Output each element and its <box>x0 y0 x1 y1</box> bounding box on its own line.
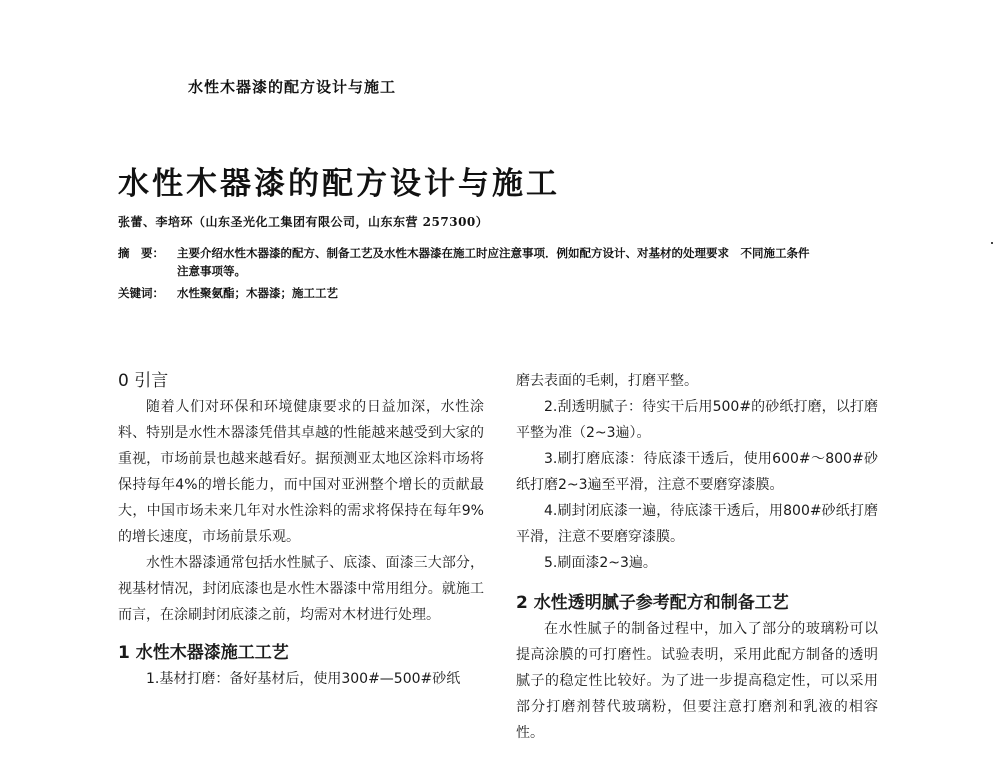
step-4: 4.刷封闭底漆一遍，待底漆干透后，用800#砂纸打磨平滑，注意不要磨穿漆膜。 <box>516 503 878 545</box>
right-column <box>516 368 878 746</box>
step-2: 2.刮透明腻子：待实干后用500#的砂纸打磨，以打磨平整为准（2~3遍）。 <box>516 399 878 441</box>
section-0-heading: 0 引言 <box>118 371 169 391</box>
continued-line: 磨去表面的毛刺，打磨平整。 <box>516 373 698 389</box>
spacer <box>118 628 484 640</box>
section-2-paragraph-1: 在水性腻子的制备过程中，加入了部分的玻璃粉可以提高涂膜的可打磨性。试验表明，采用此配方制备的透明腻子的稳定性比较好。为了进一步提高稳定性，可以采用部分打磨剂替代玻璃粉，但要注意打磨剂和乳液的相容性。 <box>516 621 878 741</box>
section-0-paragraph-1: 随着人们对环保和环境健康要求的日益加深，水性涂料、特别是水性木器漆凭借其卓越的性能越来越受到大家的重视，市场前景也越来越看好。据预测亚太地区涂料市场将保持每年4%的增长能力，而中国对亚洲整个增长的贡献最大，中国市场未来几年对水性涂料的需求将保持在每年9%的增长速度，市场前景乐观。 <box>118 399 484 545</box>
abstract-text: 主要介绍水性木器漆的配方、制备工艺及水性木器漆在施工时应注意事项．例如配方设计、对基材的处理要求 不同施工条件注意事项等。 <box>177 246 810 278</box>
section-1-heading: 1 水性木器漆施工工艺 <box>118 643 289 663</box>
article-title: 水性木器漆的配方设计与施工 <box>118 166 560 202</box>
step-3: 3.刷打磨底漆：待底漆干透后，使用600#～800#砂纸打磨2~3遍至平滑，注意不要磨穿漆膜。 <box>516 451 878 493</box>
spacer <box>516 576 878 590</box>
scan-speck <box>991 242 993 244</box>
author-affiliation: 张蕾、李培环（山东圣光化工集团有限公司，山东东营 257300） <box>118 215 489 229</box>
keywords-label: 关键词： <box>118 286 164 300</box>
section-2-heading: 2 水性透明腻子参考配方和制备工艺 <box>516 593 789 613</box>
abstract-label: 摘 要： <box>118 246 164 260</box>
running-header: 水性木器漆的配方设计与施工 <box>188 78 397 96</box>
step-5: 5.刷面漆2~3遍。 <box>544 555 657 571</box>
left-column <box>118 368 484 692</box>
section-1-step-1: 1.基材打磨：备好基材后，使用300#—500#砂纸 <box>146 671 461 687</box>
section-0-paragraph-2: 水性木器漆通常包括水性腻子、底漆、面漆三大部分，视基材情况，封闭底漆也是水性木器漆中常用组分。就施工而言，在涂刷封闭底漆之前，均需对木材进行处理。 <box>118 555 484 623</box>
keywords-text: 水性聚氨酯；木器漆；施工工艺 <box>177 286 338 300</box>
